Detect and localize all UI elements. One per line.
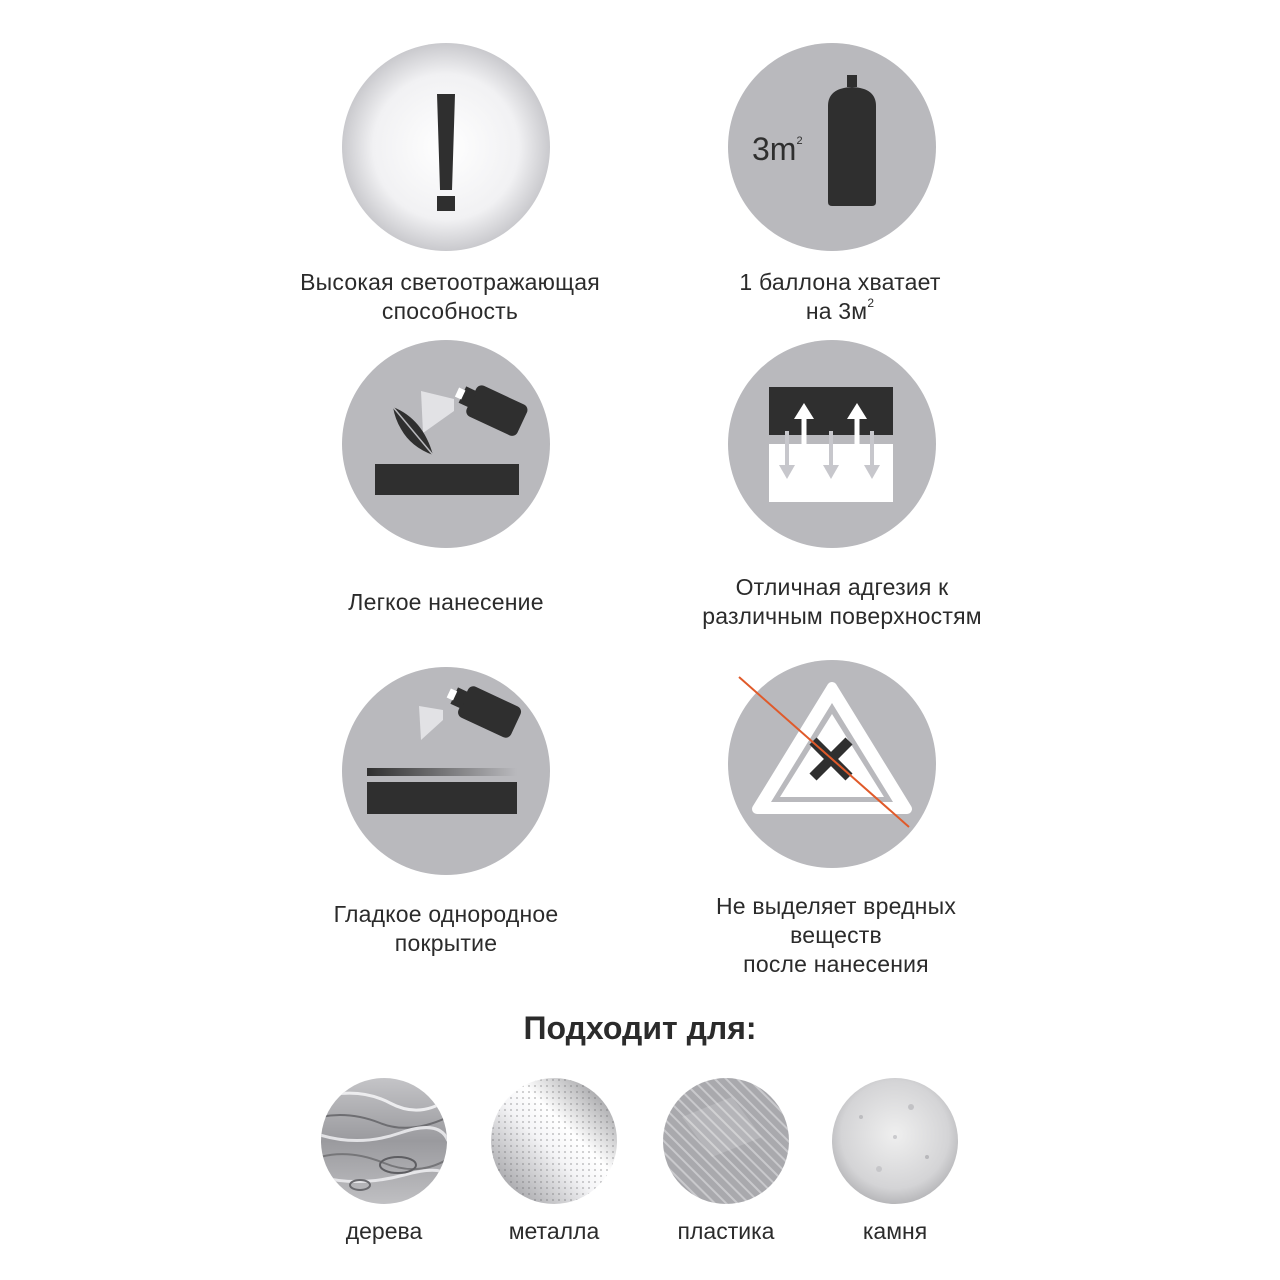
feature-caption-adhesion: Отличная адгезия к различным поверхностям bbox=[702, 574, 982, 629]
feature-caption-no-harmful: Не выделяет вредных веществ после нанесения bbox=[715, 893, 957, 977]
feature-caption-smooth-coating: Гладкое однородное покрытие bbox=[333, 901, 559, 956]
feature-caption-reflective: Высокая светоотражающая способность bbox=[300, 269, 600, 324]
material-label-wood: дерева bbox=[345, 1218, 423, 1244]
metal-texture-icon bbox=[490, 1077, 618, 1205]
wood-texture-icon bbox=[320, 1077, 448, 1205]
smooth-coating-spray-icon bbox=[341, 666, 551, 876]
plastic-texture-icon bbox=[662, 1077, 790, 1205]
material-label-stone: камня bbox=[862, 1218, 928, 1244]
suitable-for-heading: Подходит для: bbox=[523, 1010, 757, 1046]
material-label-metal: металла bbox=[508, 1218, 600, 1244]
feature-caption-easy-application: Легкое нанесение bbox=[348, 589, 544, 615]
coverage-icon-text: $3m^2$ bbox=[752, 131, 803, 167]
feature-caption-coverage: 1 баллона хватает на $3м^2$ bbox=[739, 269, 941, 324]
material-label-plastic: пластика bbox=[677, 1218, 775, 1244]
easy-spray-feather-icon bbox=[341, 339, 551, 549]
adhesion-arrows-icon bbox=[727, 339, 937, 549]
stone-texture-icon bbox=[831, 1077, 959, 1205]
no-harmful-substances-icon bbox=[727, 659, 937, 869]
exclamation-icon bbox=[341, 42, 551, 252]
spray-can-coverage-icon bbox=[727, 42, 937, 252]
